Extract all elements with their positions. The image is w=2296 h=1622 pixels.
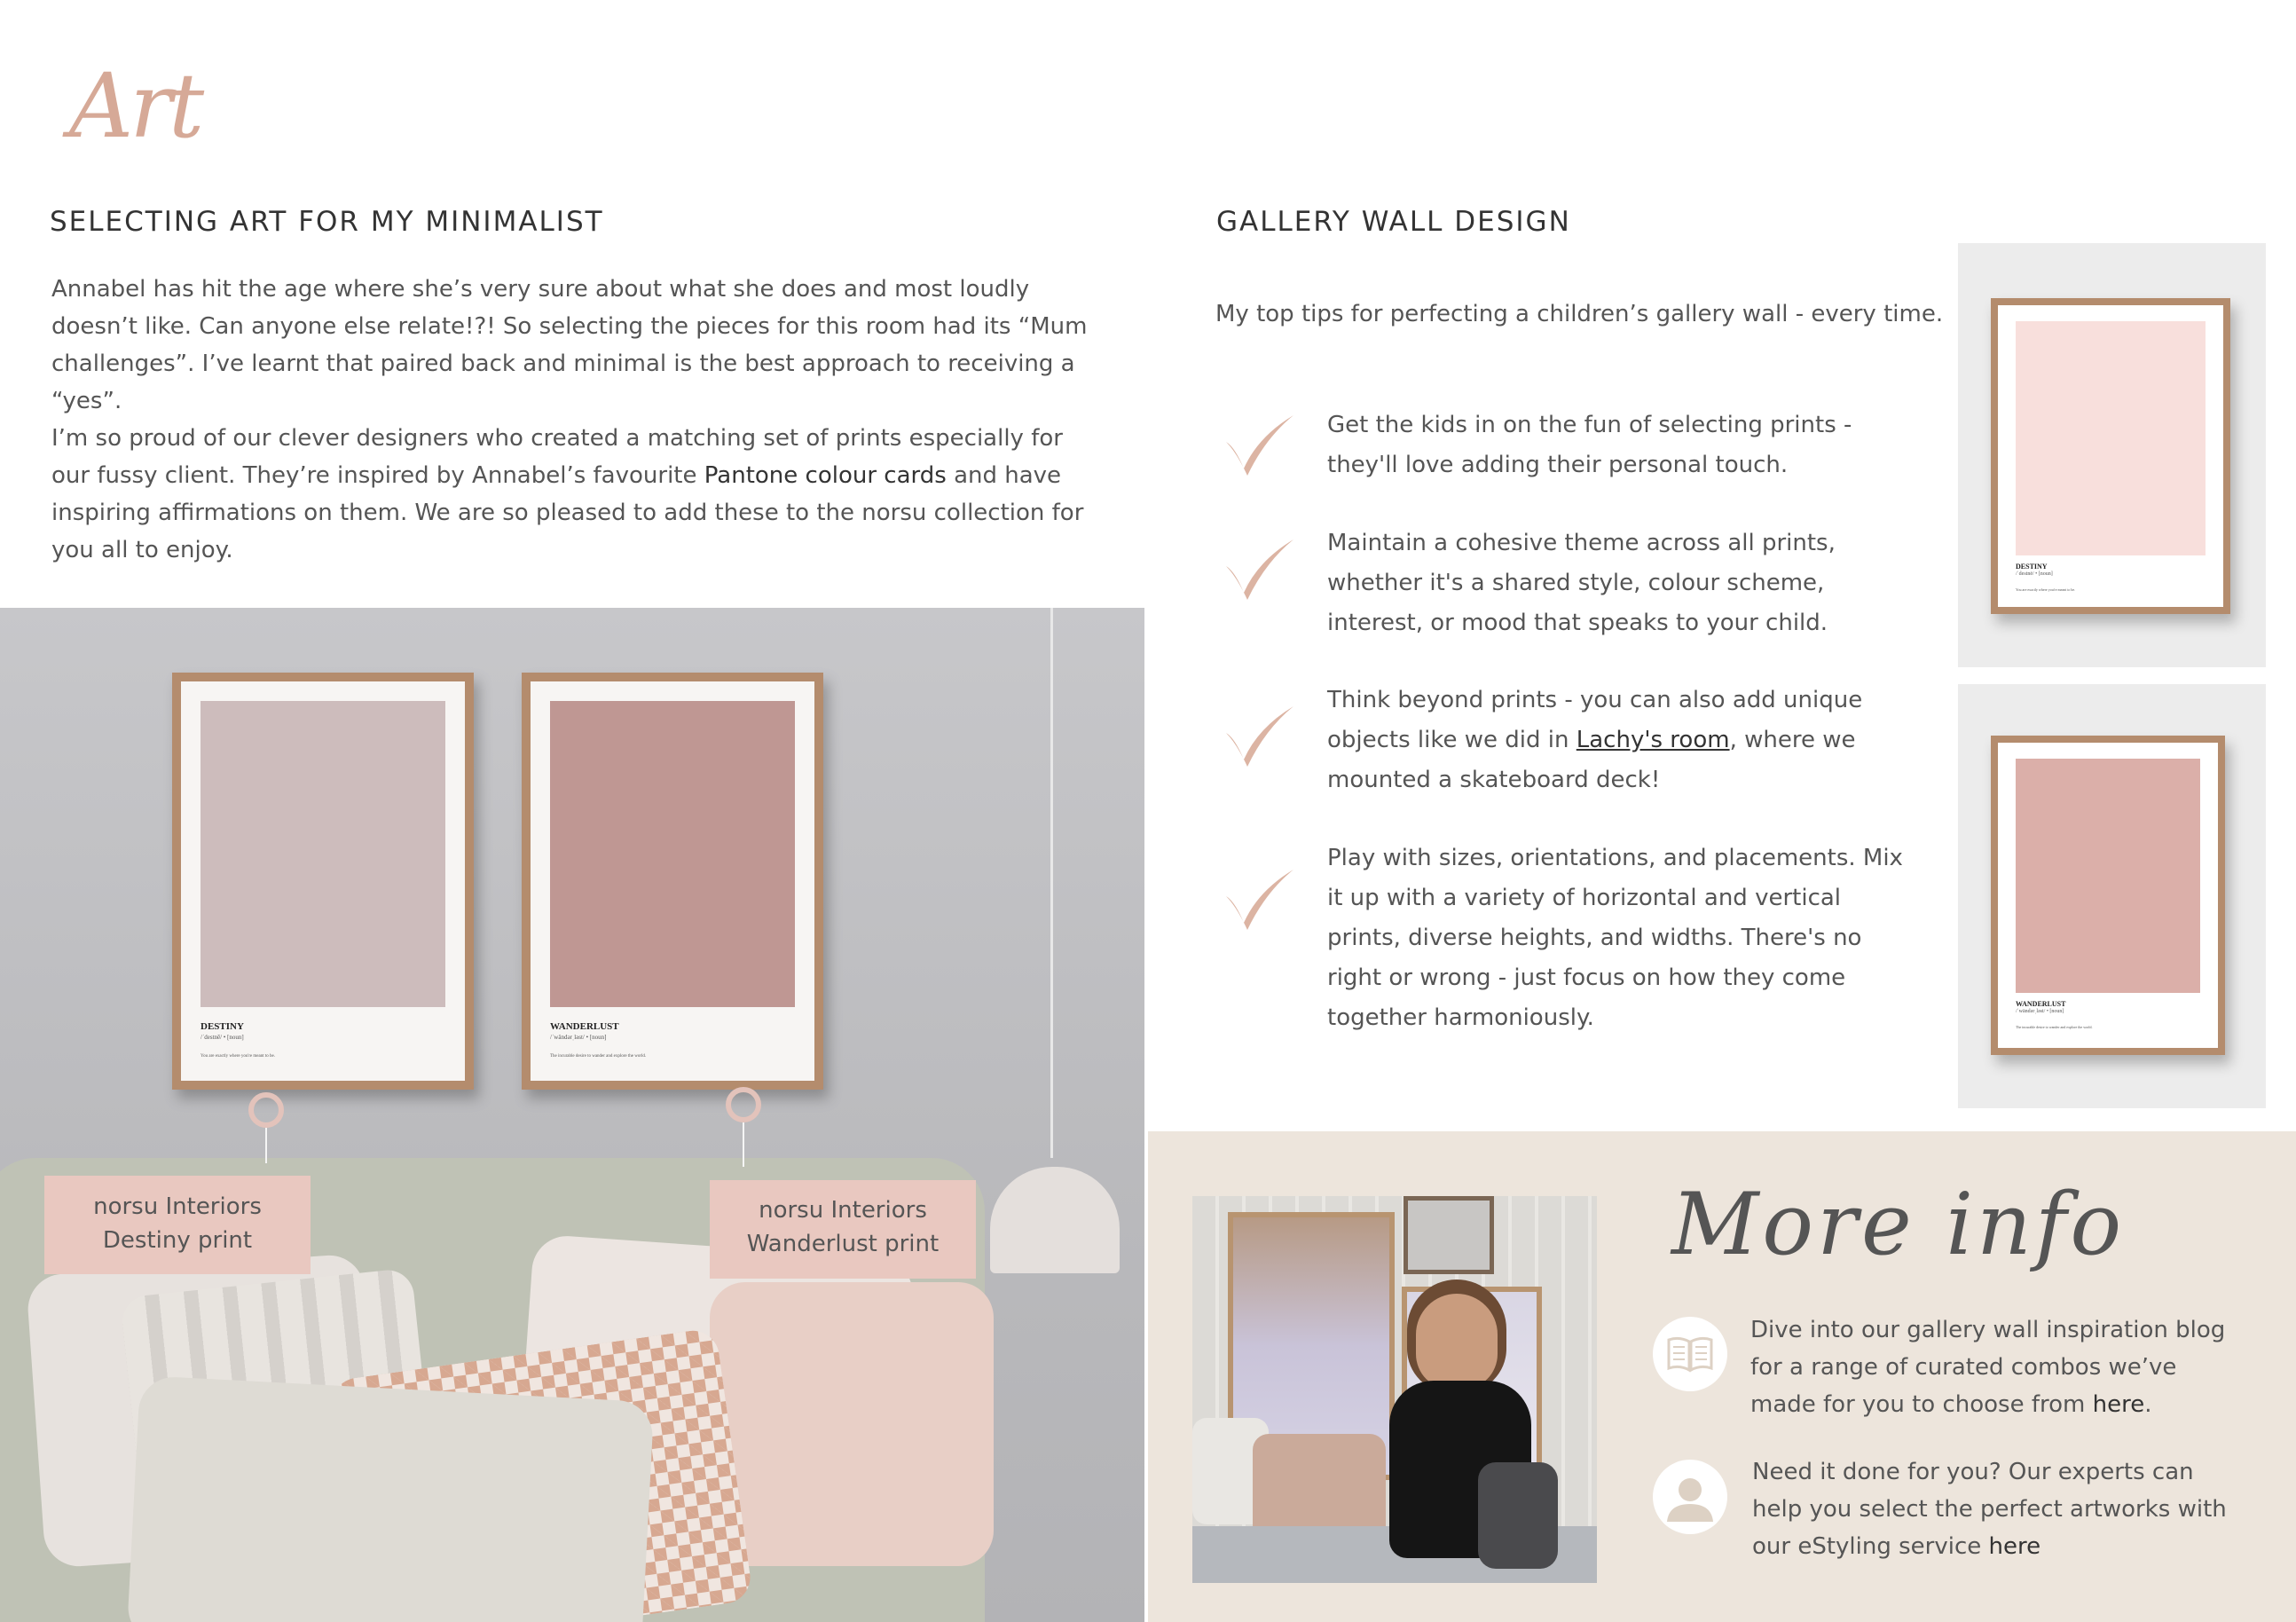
pillow-pink: [710, 1282, 994, 1566]
tip-1-check-icon: [1221, 408, 1297, 479]
wanderlust-frame: [522, 673, 823, 1090]
estyling-here-link[interactable]: here: [1988, 1533, 2041, 1560]
tip-3-text-b: , where we mounted a skateboard deck!: [1327, 727, 1856, 793]
more-info-title: More info: [1671, 1175, 2126, 1274]
art-logo-script: Art: [69, 54, 201, 158]
user-icon: [1653, 1460, 1727, 1534]
wanderlust-tag-line-1: norsu Interiors: [759, 1197, 927, 1224]
right-section-title: GALLERY WALL DESIGN: [1216, 206, 1571, 238]
wanderlust-hotspot-line: [743, 1122, 744, 1167]
side-print-panel-1: [1958, 243, 2266, 667]
left-section-title: SELECTING ART FOR MY MINIMALIST: [50, 206, 604, 238]
side-print-panel-2: [1958, 684, 2266, 1108]
book-icon: [1653, 1317, 1727, 1391]
side-wanderlust-sub: /ˈwändərˌləst/ • [noun]: [2016, 1009, 2064, 1014]
bedroom-scene-image: [0, 608, 1144, 1622]
photo-frame-small: [1404, 1196, 1494, 1274]
pendant-lamp: [990, 1167, 1120, 1273]
wanderlust-print-subtitle: /ˈwändərˌləst/ • [noun]: [550, 1034, 607, 1041]
destiny-hotspot[interactable]: [248, 1092, 284, 1128]
destiny-print-subtitle: /ˈdestnē/ • [noun]: [201, 1034, 244, 1041]
more-info-item-1: [1750, 1311, 2229, 1423]
side-destiny-swatch: [2016, 321, 2206, 555]
destiny-print-title: DESTINY: [201, 1021, 244, 1032]
wanderlust-hotspot[interactable]: [726, 1087, 761, 1122]
gallery-intro: My top tips for perfecting a children’s gallery wall - every time.: [1215, 301, 1944, 327]
tip-4-text: Play with sizes, orientations, and placements. Mix it up with a variety of horizontal and vertical prints, diverse heights, and widths. There's no right or wrong - just focus on how they come together harmoniously.: [1327, 845, 1903, 1031]
wanderlust-print-title: WANDERLUST: [550, 1021, 619, 1032]
more-info-item-2-text: Need it done for you? Our experts can help you select the perfect artworks with our eStyling service: [1752, 1459, 2227, 1560]
tip-3-check-icon: [1221, 699, 1297, 770]
destiny-print-swatch: [201, 701, 445, 1007]
estyling-icon-circle: [1653, 1460, 1727, 1534]
lachys-room-link[interactable]: Lachy's room: [1576, 727, 1730, 753]
side-destiny-title: DESTINY: [2016, 563, 2048, 571]
side-wanderlust-swatch: [2016, 759, 2200, 993]
more-info-item-1-text: Dive into our gallery wall inspiration blog for a range of curated combos we’ve made for you to choose from: [1750, 1317, 2226, 1418]
destiny-tag-line-2: Destiny print: [102, 1227, 253, 1254]
destiny-hotspot-line: [265, 1128, 267, 1163]
stylist-photo: [1192, 1196, 1597, 1583]
wanderlust-product-tag[interactable]: [710, 1180, 976, 1279]
side-wanderlust-desc: The incurable desire to wander and explore the world.: [2016, 1025, 2093, 1029]
photo-person-head: [1416, 1294, 1498, 1390]
destiny-tag-line-1: norsu Interiors: [93, 1193, 262, 1220]
side-destiny-frame: [1991, 298, 2230, 614]
wanderlust-tag-line-2: Wanderlust print: [746, 1231, 940, 1257]
destiny-print-description: You are exactly where you're meant to be.: [201, 1054, 275, 1059]
tip-2-text: Maintain a cohesive theme across all prints, whether it's a shared style, colour scheme, interest, or mood that speaks to your child.: [1327, 530, 1836, 636]
side-destiny-desc: You are exactly where you're meant to be.: [2016, 587, 2076, 592]
tip-3-text-a: Think beyond prints - you can also add unique objects like we did in: [1327, 687, 1863, 753]
tip-4-check-icon: [1221, 862, 1297, 933]
more-info-item-2: [1752, 1453, 2231, 1565]
lamp-cord: [1050, 608, 1053, 1158]
side-wanderlust-title: WANDERLUST: [2016, 1000, 2066, 1008]
left-paragraph-1: Annabel has hit the age where she’s very sure about what she does and most loudly doesn’t like. Can anyone else relate!?! So selecting the pieces for this room had its “Mum challenges”. I’ve learnt that paired back and minimal is the best approach to receiving a “yes”.: [51, 276, 1088, 414]
tip-2-check-icon: [1221, 532, 1297, 603]
blog-icon-circle: [1653, 1317, 1727, 1391]
destiny-frame: [172, 673, 474, 1090]
left-paragraph-2-text-b: and have inspiring affirmations on them. We are so pleased to add these to the norsu collection for you all to enjoy.: [51, 462, 1084, 563]
destiny-product-tag[interactable]: [44, 1176, 311, 1274]
side-destiny-sub: /ˈdestnē/ • [noun]: [2016, 571, 2053, 577]
side-wanderlust-frame: [1991, 736, 2225, 1055]
blog-here-link[interactable]: here: [2092, 1391, 2145, 1418]
tip-3-text: [1327, 681, 1877, 800]
pillow-linen-front: [127, 1375, 655, 1622]
tip-1-text: Get the kids in on the fun of selecting prints - they'll love adding their personal touch.: [1327, 412, 1852, 478]
more-info-panel: [1148, 1131, 2296, 1622]
wanderlust-print-swatch: [550, 701, 795, 1007]
wanderlust-print-description: The incurable desire to wander and explore the world.: [550, 1054, 647, 1059]
left-paragraph-2-text-a: I’m so proud of our clever designers who created a matching set of prints especially for our fussy client. They’re inspired by Annabel’s favourite: [51, 425, 1063, 489]
more-info-item-1-end: .: [2144, 1391, 2152, 1418]
pantone-colour-cards-link[interactable]: Pantone colour cards: [704, 462, 947, 489]
photo-person-legs: [1478, 1462, 1558, 1569]
left-paragraph-2: [51, 420, 1089, 569]
